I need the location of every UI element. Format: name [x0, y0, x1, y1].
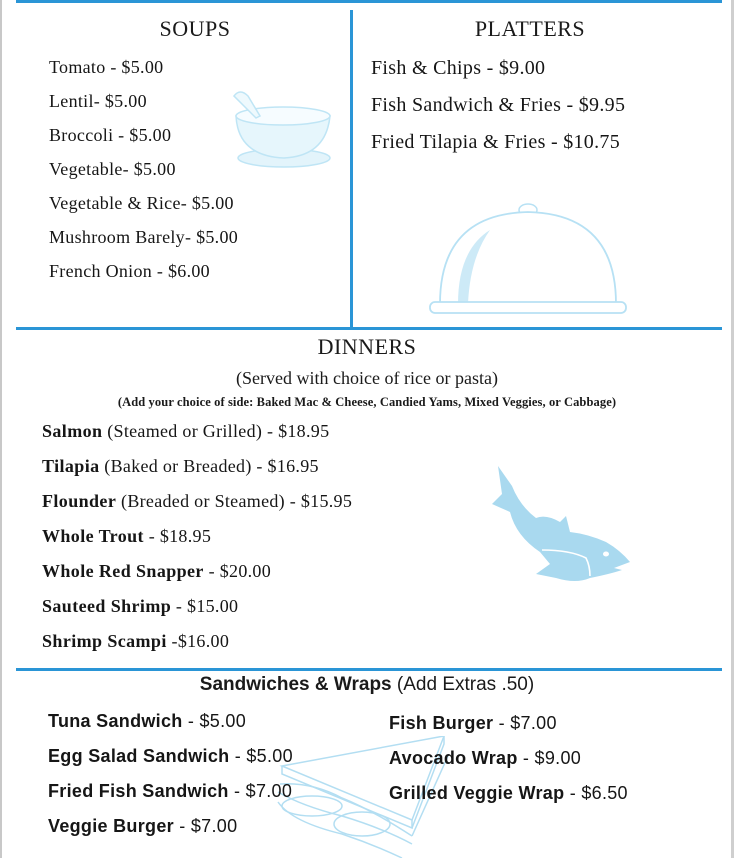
dinner-item-name: Shrimp Scampi	[42, 631, 167, 651]
page-edge-left	[0, 0, 2, 858]
dinners-top-rule	[16, 327, 722, 330]
sandwich-item	[48, 781, 292, 802]
dinners-subtitle: (Served with choice of rice or pasta)	[236, 368, 498, 388]
soup-item: Broccoli - $5.00	[49, 125, 172, 145]
dinner-item-detail: - $20.00	[203, 561, 272, 581]
dinner-item-name: Whole Trout	[42, 526, 144, 546]
dinner-item-detail: (Steamed or Grilled) - $18.95	[102, 421, 330, 441]
sandwich-item-price: - $5.00	[182, 711, 247, 731]
sandwich-item-price: - $6.50	[564, 783, 628, 803]
sandwich-item-name: Veggie Burger	[48, 816, 174, 836]
dinner-item	[42, 561, 271, 582]
sandwich-item-price: - $7.00	[173, 816, 238, 836]
dinner-item-detail: - $18.95	[143, 526, 212, 546]
sandwich-item	[48, 746, 293, 767]
dinner-item	[42, 596, 238, 617]
top-rule	[16, 0, 722, 3]
sandwich-item-name: Avocado Wrap	[389, 748, 518, 768]
dinner-item-name: Flounder	[42, 491, 117, 511]
dinner-item	[42, 526, 211, 547]
soups-title: SOUPS	[159, 16, 231, 41]
sandwich-item-price: - $9.00	[517, 748, 582, 768]
sandwich-item-name: Fried Fish Sandwich	[48, 781, 229, 801]
soup-item: Tomato - $5.00	[49, 57, 164, 77]
sandwiches-extras-note: (Add Extras .50)	[391, 674, 535, 695]
sandwiches-top-rule	[16, 668, 722, 671]
platter-item: Fried Tilapia & Fries - $10.75	[371, 131, 621, 153]
dinner-item	[42, 491, 352, 512]
soup-item: Mushroom Barely- $5.00	[49, 227, 239, 247]
dinner-item-detail: -$16.00	[166, 631, 230, 651]
dinner-item-name: Whole Red Snapper	[42, 561, 204, 581]
platter-item: Fish & Chips - $9.00	[371, 57, 546, 79]
platters-title: PLATTERS	[474, 16, 586, 41]
sandwich-item	[389, 713, 557, 734]
soup-item: Lentil- $5.00	[49, 91, 147, 111]
soup-item: Vegetable & Rice- $5.00	[49, 193, 234, 213]
fish-icon	[490, 466, 634, 590]
dinner-item-detail: - $15.00	[171, 596, 239, 616]
soup-bowl-icon	[226, 86, 336, 172]
sandwich-item-price: - $7.00	[228, 781, 293, 801]
sandwich-item	[48, 711, 246, 732]
soups-platters-divider	[350, 10, 353, 327]
sandwich-item	[389, 783, 628, 804]
dinner-item-name: Sauteed Shrimp	[42, 596, 172, 616]
platter-item: Fish Sandwich & Fries - $9.95	[371, 94, 626, 116]
sandwich-item	[48, 816, 237, 837]
sandwich-item	[389, 748, 581, 769]
sandwich-item-name: Grilled Veggie Wrap	[389, 783, 565, 803]
sandwich-item-price: - $5.00	[229, 746, 293, 766]
sandwiches-title-text: Sandwiches & Wraps	[199, 674, 392, 695]
sandwiches-title	[0, 674, 734, 696]
dinners-side-note: (Add your choice of side: Baked Mac & Cheese, Candied Yams, Mixed Veggies, or Cabbage)	[117, 395, 617, 409]
sandwich-item-name: Egg Salad Sandwich	[48, 746, 230, 766]
dinner-item-name: Salmon	[42, 421, 103, 441]
dinner-item	[42, 631, 229, 652]
dinners-title: DINNERS	[317, 334, 417, 359]
dinner-item-detail: (Breaded or Steamed) - $15.95	[116, 491, 353, 511]
sandwich-item-name: Tuna Sandwich	[48, 711, 183, 731]
sandwich-item-name: Fish Burger	[389, 713, 494, 733]
dinner-item	[42, 456, 319, 477]
sandwich-item-price: - $7.00	[493, 713, 557, 733]
dinner-item	[42, 421, 329, 442]
dinner-item-name: Tilapia	[42, 456, 100, 476]
serving-cloche-icon	[428, 200, 628, 316]
soup-item: French Onion - $6.00	[49, 261, 210, 281]
dinner-item-detail: (Baked or Breaded) - $16.95	[99, 456, 319, 476]
soup-item: Vegetable- $5.00	[49, 159, 176, 179]
